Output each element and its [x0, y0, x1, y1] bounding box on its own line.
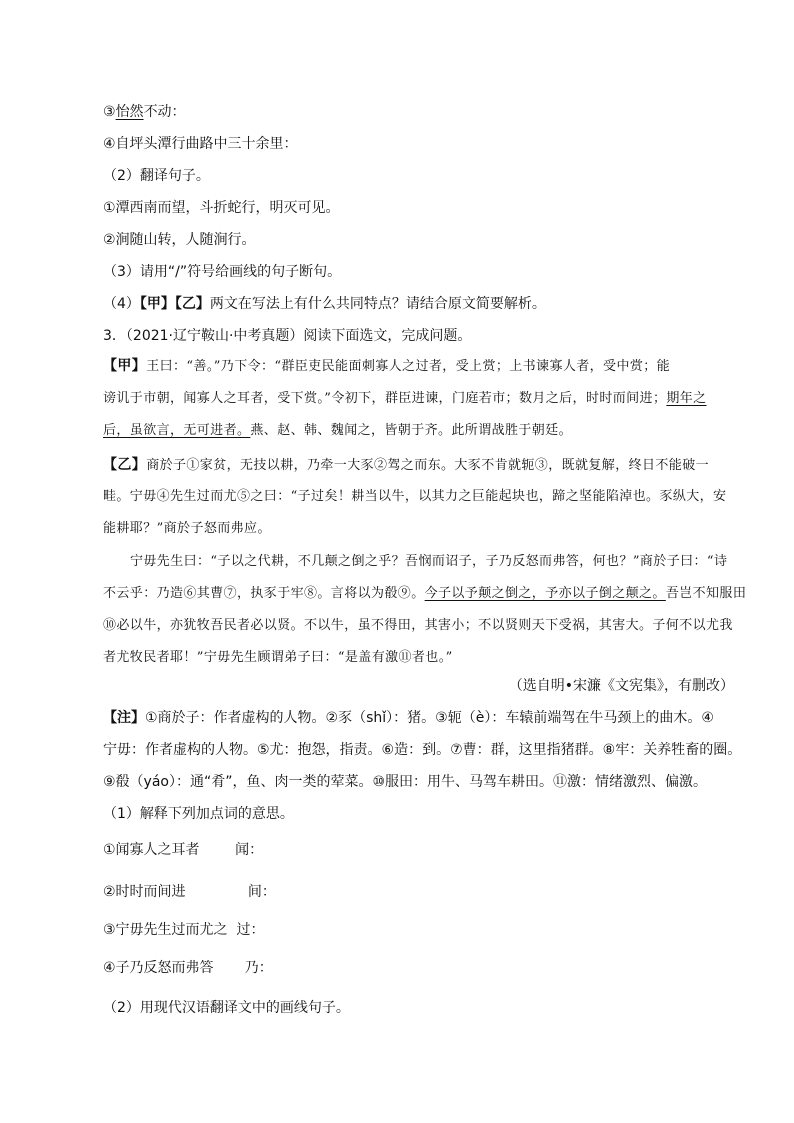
translate-sentence-2: ②涧随山转，人随涧行。 — [103, 232, 256, 248]
q1-item-3: ③宁毋先生过而尤之 过： — [103, 922, 265, 938]
passage-jia-line-1: 【甲】王曰：“善。”乃下令：“群臣吏民能面刺寡人之过者，受上赏；上书谏寡人者，受中赏；能 — [103, 358, 671, 374]
passage-yi-line-7: 者尤牧民者耶！”宁毋先生顾谓弟子曰：“是盖有激⑪者也。” — [103, 650, 453, 665]
passage-yi-line-6: ⑩必以牛，亦犹牧吾民者必以贤。不以牛，虽不得田，其害小；不以贤则天下受祸，其害大。子何不以尤我 — [103, 618, 733, 633]
passage-yi-line-5: 不云乎：乃造⑥其曹⑦，执豕于牢⑧。言将以为殽⑨。今子以予颠之倒之，予亦以子倒之颠之。吾岂不知服田 — [103, 586, 747, 601]
notes-line-1: 【注】①商於子：作者虚构的人物。②豕（shǐ）：猪。③轭（è）：车辕前端驾在牛马颈上的曲木。④ — [103, 710, 714, 726]
question-3-heading: （3）请用“/”符号给画线的句子断句。 — [103, 264, 342, 280]
question-4-heading: （4）【甲】【乙】两文在写法上有什么共同特点？请结合原文简要解析。 — [103, 296, 546, 312]
passage-yi-line-1: 【乙】商於子①家贫，无技以耕，乃牵一大豕②驾之而东。大豕不肯就轭③，既就复解，终日不能破一 — [103, 457, 710, 473]
q1-heading: （1）解释下列加点词的意思。 — [103, 806, 294, 822]
q1-item-4: ④子乃反怒而弗答 乃： — [103, 960, 273, 976]
section-3-intro: 3．（2021·辽宁鞍山·中考真题）阅读下面选文，完成问题。 — [103, 328, 472, 344]
q2-heading: （2）用现代汉语翻译文中的画线句子。 — [103, 1000, 350, 1016]
translate-sentence-1: ①潭西南而望，斗折蛇行，明灭可见。 — [103, 200, 340, 216]
q1-item-2: ②时时而间进 间： — [103, 884, 276, 900]
passage-jia-line-3: 后，虽欲言，无可进者。燕、赵、韩、魏闻之，皆朝于齐。此所谓战胜于朝廷。 — [103, 423, 573, 438]
notes-line-3: ⑨殽（yáo）：通“肴”，鱼、肉一类的荤菜。⑩服田：用牛、马驾车耕田。⑪激：情绪激烈、偏激。 — [103, 774, 708, 790]
q1-item-1: ①闻寡人之耳者 闻： — [103, 842, 264, 858]
source-citation: （选自明•宋濂《文宪集》，有删改） — [508, 678, 734, 694]
passage-yi-line-3: 能耕耶？”商於子怒而弗应。 — [103, 521, 271, 536]
answer-item-4: ④自坪头潭行曲路中三十余里： — [103, 136, 298, 152]
question-2-heading: （2）翻译句子。 — [103, 168, 210, 184]
answer-item-3: ③怡然不动： — [103, 104, 186, 120]
passage-yi-line-4: 宁毋先生曰：“子以之代耕，不几颠之倒之乎？吾悯而诏子，子乃反怒而弗答，何也？”商於子曰：“诗 — [130, 554, 728, 569]
passage-yi-line-2: 畦。宁毋④先生过而尤⑤之曰：“子过矣！耕当以牛，以其力之巨能起块也，蹄之坚能陷淖也。豕纵大，安 — [103, 489, 727, 504]
notes-line-2: 宁毋：作者虚构的人物。⑤尤：抱怨，指责。⑥造：到。⑦曹：群，这里指猪群。⑧牢：关养牲畜的圈。 — [103, 742, 742, 758]
passage-jia-line-2: 谤讥于市朝，闻寡人之耳者，受下赏。”令初下，群臣进谏，门庭若市；数月之后，时时而间进；期年之 — [103, 391, 707, 406]
